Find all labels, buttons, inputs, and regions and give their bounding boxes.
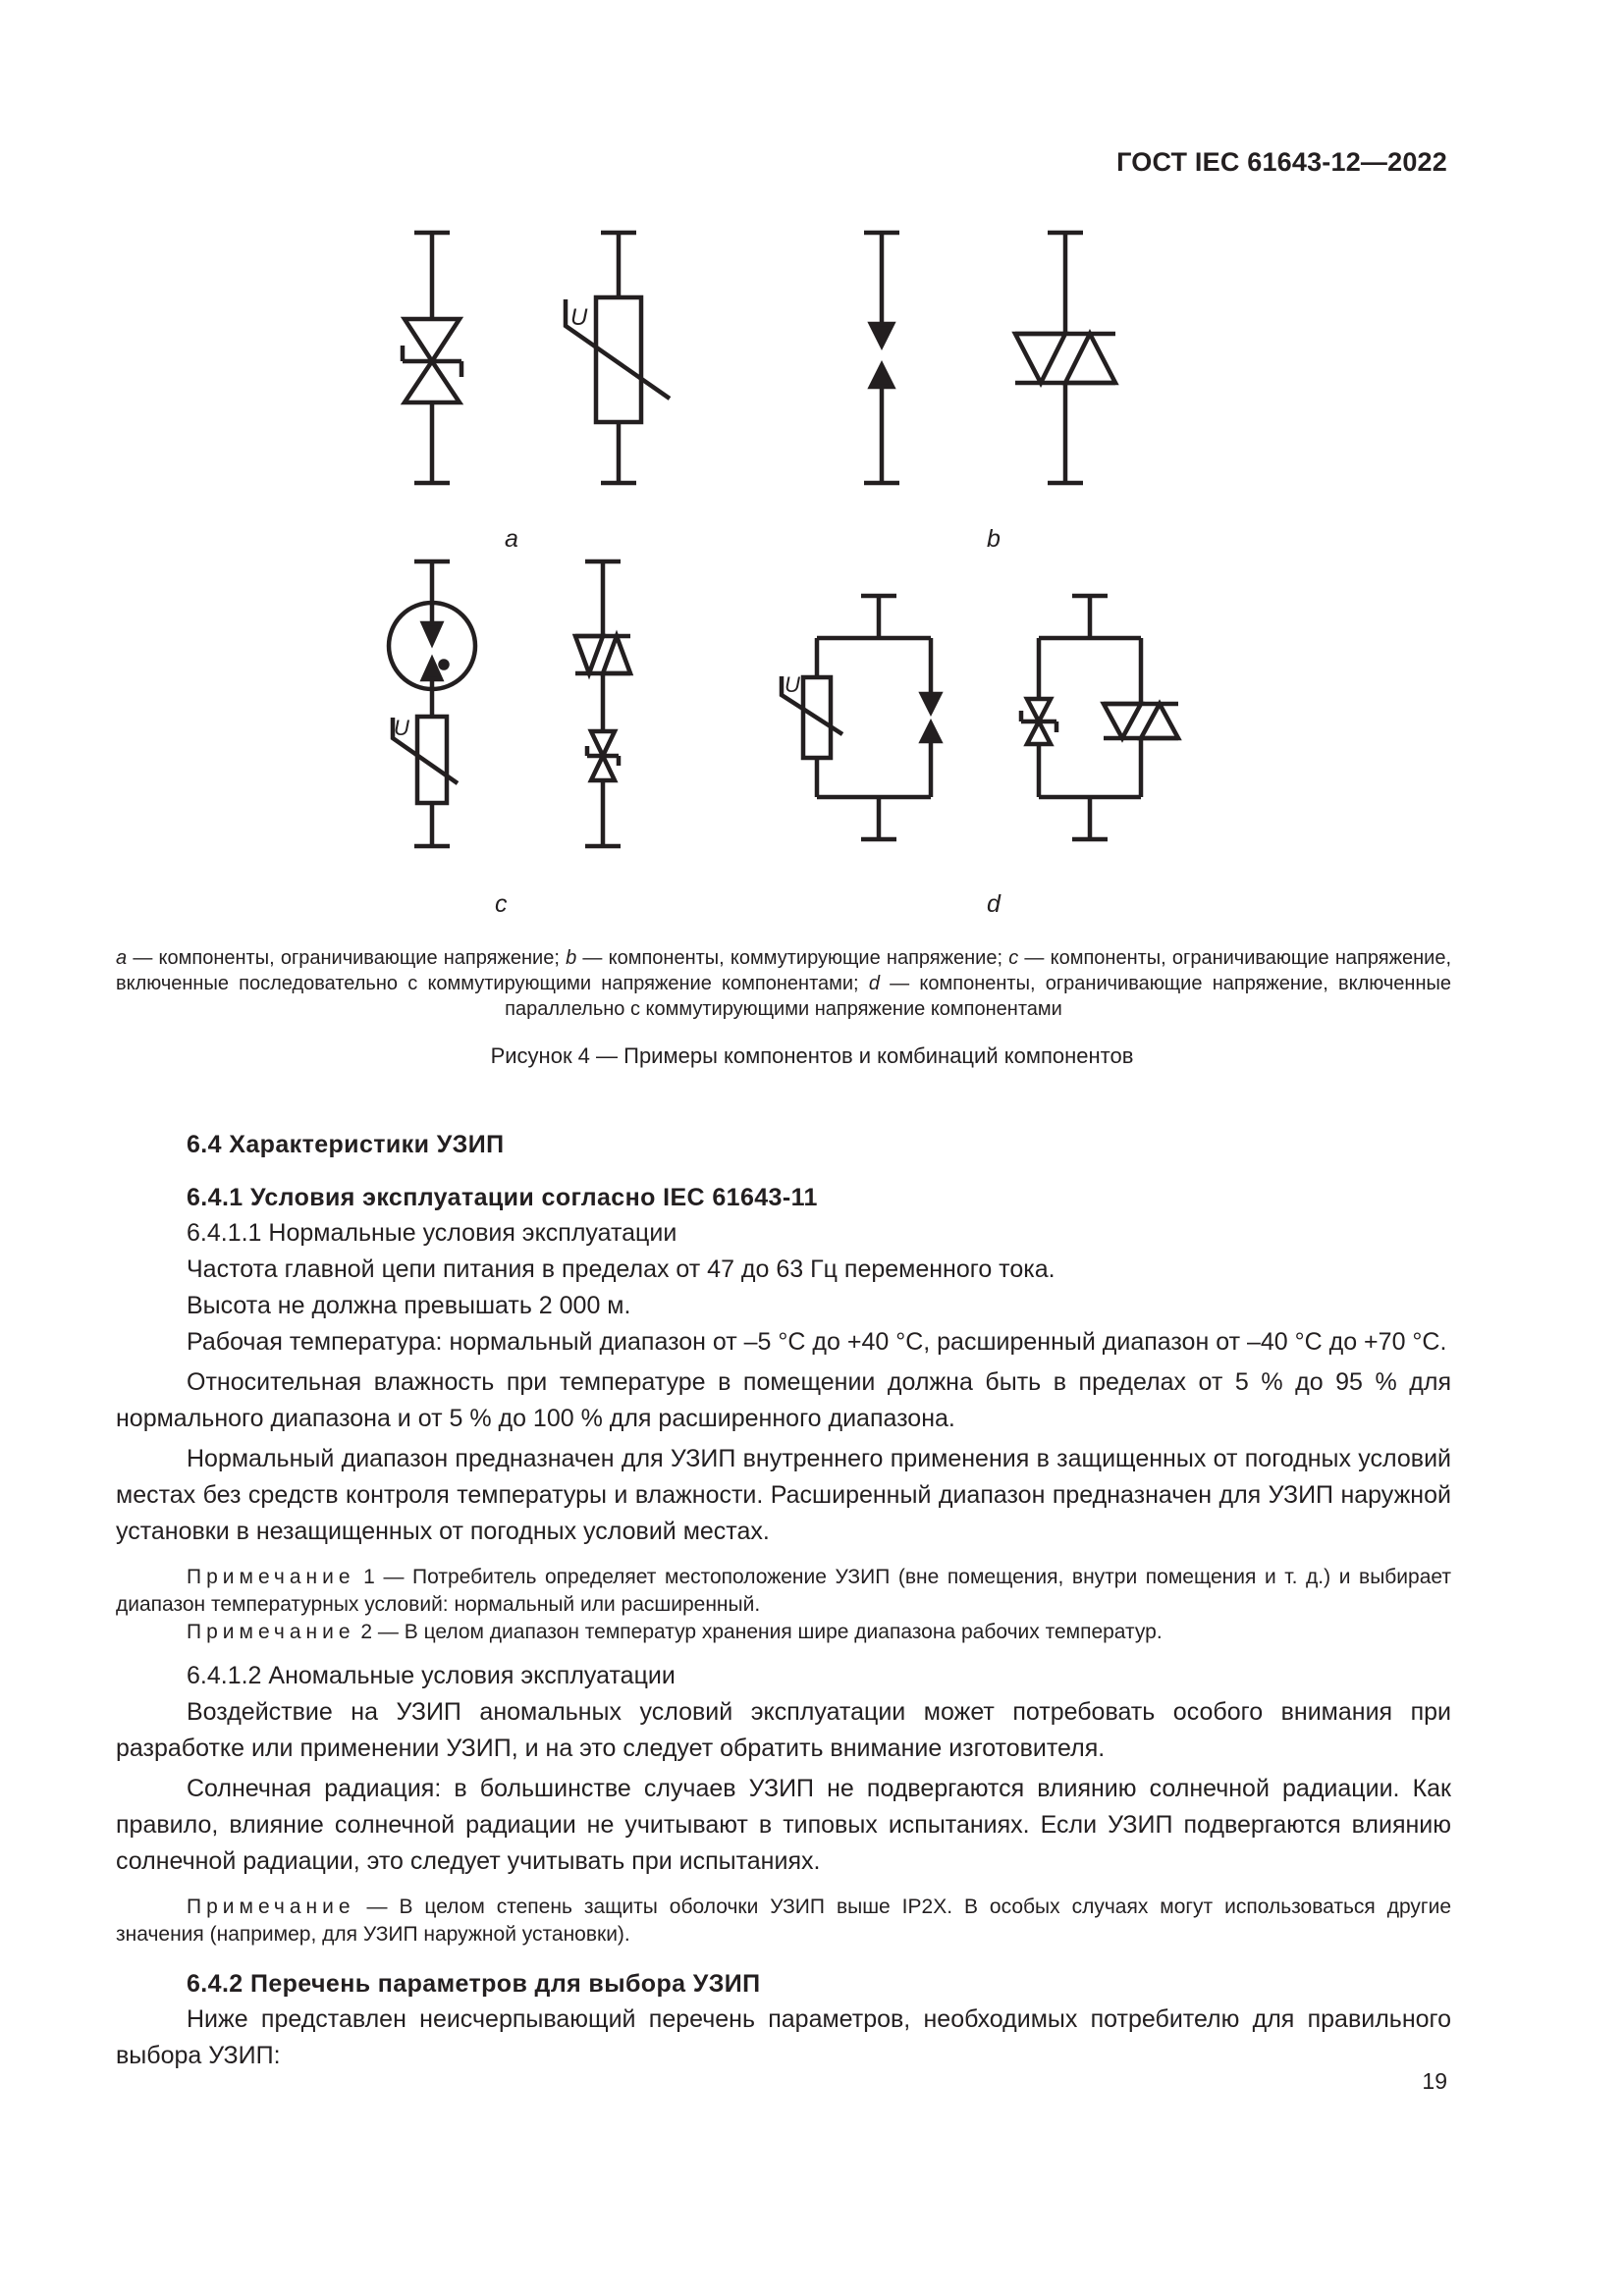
varistor-symbol-a	[566, 233, 670, 483]
figure-label-d: d	[987, 890, 1001, 918]
figure-4-diagram	[0, 0, 1624, 942]
spark-gap-symbol-b	[864, 233, 899, 483]
heading-6-4-2: 6.4.2 Перечень параметров для выбора УЗИП	[187, 1970, 761, 1998]
figure-label-a: a	[505, 525, 518, 553]
heading-6-4-1-1: 6.4.1.1 Нормальные условия эксплуатации	[187, 1219, 677, 1247]
paragraph-parameters: Ниже представлен неисчерпывающий перечень параметров, необходимых потребителю для правильного выбора УЗИП:	[116, 2005, 1451, 2069]
diode-thyristor-parallel-symbol-d	[1021, 596, 1178, 839]
varistor-u-label-a: U	[570, 304, 588, 331]
heading-6-4-1-2: 6.4.1.2 Аномальные условия эксплуатации	[187, 1662, 676, 1689]
heading-6-4: 6.4 Характеристики УЗИП	[187, 1131, 505, 1158]
paragraph-range: Нормальный диапазон предназначен для УЗИП внутреннего применения в защищенных от погодных условий местах без средств контроля температуры и влажности. Расширенный диапазон предназначен для УЗИП наружной установки в незащищенных от погодных условий местах.	[116, 1445, 1451, 1545]
bidirectional-limiting-diode-symbol-a	[403, 233, 461, 483]
paragraph-altitude: Высота не должна превышать 2 000 м.	[187, 1292, 631, 1319]
varistor-sparkgap-parallel-symbol-d	[782, 596, 940, 839]
paragraph-humidity: Относительная влажность при температуре в помещении должна быть в пределах от 5 % до 95 % для нормального диапазона и от 5 % до 100 % для расширенного диапазона.	[116, 1368, 1451, 1432]
bidirectional-thyristor-symbol-b	[1015, 233, 1115, 483]
heading-6-4-1: 6.4.1 Условия эксплуатации согласно IEC 61643-11	[187, 1184, 818, 1211]
figure-legend: a — компоненты, ограничивающие напряжение; b — компоненты, коммутирующие напряжение; c — компоненты, ограничивающие напряжение, включенные последовательно с коммутирующими напряжение компонентами; d — компоненты, ограничивающие напряжение, включенные параллельно с коммутирующими напряжение компонентами	[116, 947, 1451, 1020]
figure-label-b: b	[987, 525, 1001, 553]
note-1: Примечание 1 — Потребитель определяет местоположение УЗИП (вне помещения, внутри помещения и т. д.) и выбирает диапазон температурных условий: нормальный или расширенный.	[116, 1566, 1451, 1616]
paragraph-abnormal: Воздействие на УЗИП аномальных условий эксплуатации может потребовать особого внимания при разработке или применении УЗИП, и на это следует обратить внимание изготовителя.	[116, 1698, 1451, 1762]
gdt-varistor-series-symbol-c	[389, 561, 475, 846]
varistor-u-label-d: U	[785, 672, 800, 697]
main-text	[116, 1119, 1451, 2074]
document-header: ГОСТ IEC 61643-12—2022	[1116, 147, 1447, 177]
figure-caption: Рисунок 4 — Примеры компонентов и комбинаций компонентов	[490, 1043, 1134, 1068]
thyristor-diode-series-symbol-c	[575, 561, 630, 846]
page-number: 19	[1422, 2068, 1447, 2094]
paragraph-solar: Солнечная радиация: в большинстве случаев УЗИП не подвергаются влиянию солнечной радиации. Как правило, влияние солнечной радиации не учитывают в типовых испытаниях. Если УЗИП подвергаются влиянию солнечной радиации, это следует учитывать при испытаниях.	[116, 1775, 1451, 1875]
note-2: Примечание 2 — В целом диапазон температур хранения шире диапазона рабочих температур.	[187, 1621, 1163, 1643]
note-3: Примечание — В целом степень защиты оболочки УЗИП выше IP2X. В особых случаях могут использоваться другие значения (например, для УЗИП наружной установки).	[116, 1896, 1451, 1946]
paragraph-temperature: Рабочая температура: нормальный диапазон от –5 °С до +40 °С, расширенный диапазон от –40 °С до +70 °С.	[187, 1328, 1447, 1356]
varistor-u-label-c: U	[394, 716, 409, 740]
paragraph-frequency: Частота главной цепи питания в пределах от 47 до 63 Гц переменного тока.	[187, 1255, 1056, 1283]
figure-label-c: c	[495, 890, 508, 918]
